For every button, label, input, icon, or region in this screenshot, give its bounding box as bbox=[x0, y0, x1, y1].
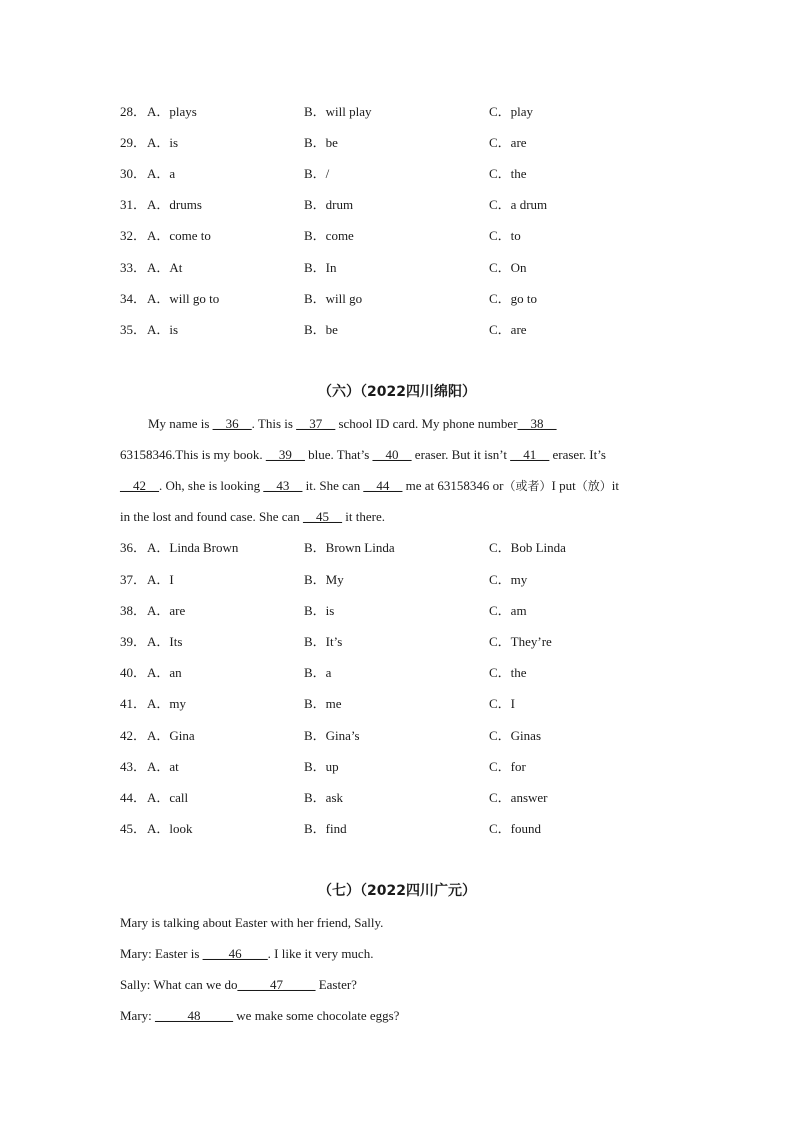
option-b: B．drum bbox=[304, 197, 354, 212]
blank-46: ____46____ bbox=[202, 946, 268, 961]
question-row bbox=[0, 788, 794, 808]
option-b: B．Gina’s bbox=[304, 728, 360, 743]
question-number: 29． bbox=[120, 135, 147, 150]
question-row bbox=[0, 694, 794, 714]
option-c: C．play bbox=[489, 104, 534, 119]
option-a: A．at bbox=[147, 759, 179, 774]
option-a: A．drums bbox=[147, 197, 202, 212]
question-number: 38． bbox=[120, 603, 147, 618]
question-row bbox=[0, 226, 794, 246]
option-b: B．find bbox=[304, 821, 347, 836]
question-number: 45． bbox=[120, 821, 147, 836]
option-b: B．a bbox=[304, 665, 332, 680]
question-row bbox=[0, 757, 794, 777]
option-a: A．an bbox=[147, 665, 182, 680]
question-row bbox=[0, 726, 794, 746]
option-a: A．my bbox=[147, 696, 187, 711]
option-c: C．go to bbox=[489, 291, 538, 306]
option-c: C．On bbox=[489, 260, 527, 275]
option-b: B．me bbox=[304, 696, 342, 711]
option-b: B．In bbox=[304, 260, 337, 275]
option-c: C．for bbox=[489, 759, 526, 774]
option-a: A．Linda Brown bbox=[147, 540, 239, 555]
question-row bbox=[0, 258, 794, 278]
option-c: C．the bbox=[489, 166, 527, 181]
blank-44: __44__ bbox=[363, 478, 403, 493]
section-heading: （六）（2022四川绵阳） bbox=[318, 384, 476, 400]
option-a: A．look bbox=[147, 821, 193, 836]
option-c: C．answer bbox=[489, 790, 548, 805]
dialogue-line: Mary: Easter is ____46____. I like it very much. bbox=[120, 946, 374, 961]
question-number: 35． bbox=[120, 322, 147, 337]
question-number: 39． bbox=[120, 634, 147, 649]
option-c: C．a drum bbox=[489, 197, 548, 212]
option-a: A．At bbox=[147, 260, 183, 275]
option-b: B．will play bbox=[304, 104, 372, 119]
option-a: A．Gina bbox=[147, 728, 195, 743]
question-number: 28． bbox=[120, 104, 147, 119]
section-heading: （七）（2022四川广元） bbox=[318, 883, 476, 899]
question-number: 41． bbox=[120, 696, 147, 711]
blank-37: __37__ bbox=[296, 416, 336, 431]
dialogue-intro: Mary is talking about Easter with her friend, Sally. bbox=[120, 915, 384, 930]
passage-line: __42__. Oh, she is looking __43__ it. She can __44__ me at 63158346 or（或者）I put（放）it bbox=[120, 478, 619, 493]
option-c: C．are bbox=[489, 135, 527, 150]
question-number: 36． bbox=[120, 540, 147, 555]
option-c: C．found bbox=[489, 821, 542, 836]
option-c: C．my bbox=[489, 572, 528, 587]
option-c: C．to bbox=[489, 228, 521, 243]
option-b: B．be bbox=[304, 322, 338, 337]
blank-48: _____48_____ bbox=[155, 1008, 234, 1023]
question-number: 43． bbox=[120, 759, 147, 774]
option-c: C．the bbox=[489, 665, 527, 680]
passage-line: 63158346.This is my book. __39__ blue. That’s __40__ eraser. But it isn’t __41__ eraser. It’s bbox=[120, 447, 606, 462]
option-c: C．are bbox=[489, 322, 527, 337]
blank-36: __36__ bbox=[212, 416, 252, 431]
question-number: 31． bbox=[120, 197, 147, 212]
question-number: 34． bbox=[120, 291, 147, 306]
option-c: C．Bob Linda bbox=[489, 540, 566, 555]
dialogue-line: Mary: _____48_____ we make some chocolate eggs? bbox=[120, 1008, 400, 1023]
question-row bbox=[0, 320, 794, 340]
question-row bbox=[0, 102, 794, 122]
option-b: B．ask bbox=[304, 790, 344, 805]
question-row bbox=[0, 538, 794, 558]
passage-line: My name is __36__. This is __37__ school ID card. My phone number__38__ bbox=[148, 416, 557, 431]
question-row bbox=[0, 632, 794, 652]
blank-43: __43__ bbox=[263, 478, 303, 493]
option-a: A．are bbox=[147, 603, 186, 618]
option-b: B．come bbox=[304, 228, 354, 243]
option-c: C．They’re bbox=[489, 634, 552, 649]
question-number: 37． bbox=[120, 572, 147, 587]
question-row bbox=[0, 164, 794, 184]
blank-47: _____47_____ bbox=[237, 977, 316, 992]
question-number: 30． bbox=[120, 166, 147, 181]
option-b: B．be bbox=[304, 135, 338, 150]
option-a: A．a bbox=[147, 166, 176, 181]
blank-45: __45__ bbox=[303, 509, 343, 524]
option-a: A．come to bbox=[147, 228, 211, 243]
question-number: 42． bbox=[120, 728, 147, 743]
option-a: A．will go to bbox=[147, 291, 220, 306]
option-c: C．am bbox=[489, 603, 527, 618]
option-c: C．Ginas bbox=[489, 728, 542, 743]
blank-42: __42__ bbox=[120, 478, 159, 493]
blank-41: __41__ bbox=[510, 447, 550, 462]
dialogue-line: Sally: What can we do_____47_____ Easter? bbox=[120, 977, 357, 992]
option-a: A．plays bbox=[147, 104, 197, 119]
question-row bbox=[0, 289, 794, 309]
option-b: B．is bbox=[304, 603, 335, 618]
option-b: B．/ bbox=[304, 166, 330, 181]
question-row bbox=[0, 601, 794, 621]
question-number: 33． bbox=[120, 260, 147, 275]
blank-40: __40__ bbox=[372, 447, 412, 462]
option-a: A．I bbox=[147, 572, 174, 587]
option-b: B．will go bbox=[304, 291, 363, 306]
option-b: B．It’s bbox=[304, 634, 343, 649]
passage-line: in the lost and found case. She can __45__ it there. bbox=[120, 509, 386, 524]
question-number: 32． bbox=[120, 228, 147, 243]
option-b: B．up bbox=[304, 759, 339, 774]
question-row bbox=[0, 195, 794, 215]
blank-39: __39__ bbox=[265, 447, 305, 462]
question-row bbox=[0, 663, 794, 683]
question-row bbox=[0, 570, 794, 590]
option-a: A．Its bbox=[147, 634, 183, 649]
question-row bbox=[0, 819, 794, 839]
option-b: B．Brown Linda bbox=[304, 540, 395, 555]
question-number: 40． bbox=[120, 665, 147, 680]
option-b: B．My bbox=[304, 572, 344, 587]
option-a: A．is bbox=[147, 135, 179, 150]
question-row bbox=[0, 133, 794, 153]
option-c: C．I bbox=[489, 696, 516, 711]
blank-38: __38__ bbox=[517, 416, 557, 431]
question-number: 44． bbox=[120, 790, 147, 805]
option-a: A．is bbox=[147, 322, 179, 337]
option-a: A．call bbox=[147, 790, 189, 805]
